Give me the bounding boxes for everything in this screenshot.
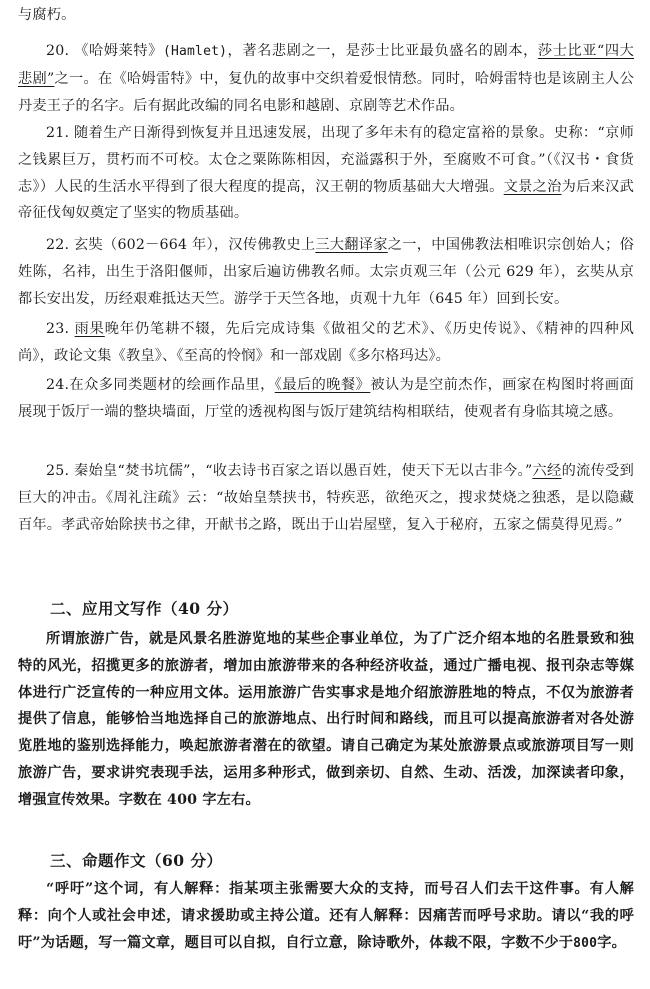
underlined-answer: 雨果 — [74, 321, 105, 337]
item-number: 20. — [46, 43, 70, 59]
word-count-number: 800 — [573, 935, 598, 951]
item-number: 22. — [46, 237, 70, 253]
continued-text: 与腐朽。 — [18, 7, 76, 23]
answer-item-20 — [18, 38, 634, 119]
item-text: 的流传受到巨大的冲击。《周礼注疏》云：“故始皇禁挟书，特疾恶，欲绝灭之，搜求焚烧之独悉，是以隐藏百年。孝武帝始除挟书之律，开献书之路，既出于山岩屋壁，复入于秘府，五家之儒莫得见焉。” — [18, 463, 634, 533]
item-number: 23. — [46, 321, 70, 337]
section-body-applied-writing — [18, 626, 634, 814]
continued-line — [18, 2, 634, 29]
item-text: 《哈姆莱特》 — [74, 43, 163, 59]
item-text: 被认为是空前杰作，画家在构图时将画面展现于饭厅一端的整块墙面，厅堂的透视构图与饭厅建筑结构相联结，使观者有身临其境之感。 — [18, 377, 634, 420]
item-text: 随着生产日渐得到恢复并且迅速发展，出现了多年未有的稳定富裕的景象。史称：“京师之钱累巨万，贯朽而不可校。太仓之粟陈陈相因，充溢露积于外，至腐败不可食。”（《汉书・食货志》）人民的生活水平得到了很大程度的提高，汉王朝的物质基础大大增强。 — [18, 125, 634, 195]
section-body-text: “呼吁”这个词，有人解释：指某项主张需要大众的支持，而号召人们去干这件事。有人解释：向个人或社会申述，请求援助或主持公道。还有人解释：因痛苦而呼号求助。请以“我的呼吁”为话题，写一篇文章，题目可以自拟，自行立意，除诗歌外，体裁不限，字数不少于 — [18, 881, 634, 951]
item-text: 在众多同类题材的绘画作品里， — [69, 377, 275, 393]
answer-item-22 — [18, 232, 634, 312]
item-number: 24. — [46, 377, 70, 393]
item-text: 秦始皇“焚书坑儒”，“收去诗书百家之语以愚百姓，使天下无以古非今。” — [74, 463, 533, 479]
item-text: 为后来汉武帝征伐匈奴奠定了坚实的物质基础。 — [18, 178, 634, 222]
answer-item-24 — [18, 372, 634, 426]
answer-item-23 — [18, 316, 634, 370]
underlined-answer: 三大翻译家 — [315, 237, 388, 253]
answer-item-25 — [18, 458, 634, 538]
item-text: ，著名悲剧之一，是莎士比亚最负盛名的剧本， — [227, 43, 538, 59]
underlined-answer: 六经 — [532, 463, 562, 479]
section-body-essay — [18, 876, 634, 957]
section-heading-applied-writing: 二、应用文写作（40 分） — [50, 599, 239, 618]
item-number: 25. — [46, 463, 70, 479]
item-number: 21. — [46, 125, 70, 141]
section-body-tail: 字。 — [597, 934, 626, 951]
item-latin-text: (Hamlet) — [162, 44, 228, 59]
section-body-text: 所谓旅游广告，就是风景名胜游览地的某些企事业单位，为了广泛介绍本地的名胜景致和独特的风光，招揽更多的旅游者，增加由旅游带来的各种经济收益，通过广播电视、报刊杂志等媒体进行广泛宣传的一种应用文体。运用旅游广告实事求是地介绍旅游胜地的特点，不仅为旅游者提供了信息，能够恰当地选择自己的旅游地点、出行时间和路线，而且可以提高旅游者对各处游览胜地的鉴别选择能力，唤起旅游者潜在的欲望。请自己确定为某处旅游景点或旅游项目写一则旅游广告，要求讲究表现手法，运用多种形式，做到亲切、自然、生动、活泼，加深读者印象，增强宣传效果。字数在 400 字左右。 — [18, 631, 634, 808]
item-text: 晚年仍笔耕不辍，先后完成诗集《做祖父的艺术》、《历史传说》、《精神的四种风尚》，政论文集《教皇》、《至高的怜悯》和一部戏剧《多尔格玛达》。 — [18, 321, 634, 364]
answer-item-21 — [18, 120, 634, 227]
item-text: 之一。在《哈姆雷特》中，复仇的故事中交织着爱恨情愁。同时，哈姆雷特也是该剧主人公丹麦王子的名字。后有据此改编的同名电影和越剧、京剧等艺术作品。 — [18, 70, 634, 114]
underlined-answer: 《最后的晚餐》 — [274, 377, 371, 393]
item-text: 玄奘（602－664 年），汉传佛教史上 — [73, 237, 316, 253]
item-text: 之一，中国佛教法相唯识宗创始人；俗姓陈，名祎，出生于洛阳偃师，出家后遍访佛教名师。太宗贞观三年（公元 629 年），玄奘从京都长安出发，历经艰难抵达天竺。游学于天竺各地，贞观十九年（645 年）回到长安。 — [18, 237, 634, 307]
underlined-answer: 莎士比亚“四大悲剧” — [18, 43, 635, 87]
underlined-answer: 文景之治 — [503, 178, 562, 195]
section-heading-essay: 三、命题作文（60 分） — [50, 851, 223, 870]
